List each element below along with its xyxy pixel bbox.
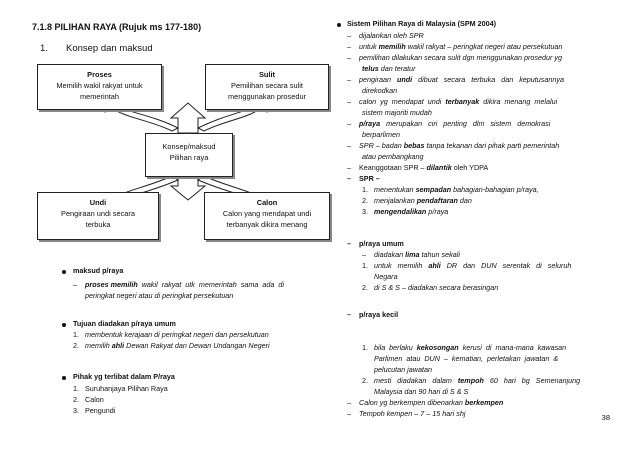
tujuan-item-2 [73,341,270,350]
spr-item-2 [362,196,472,205]
item-text: untuk memilih [374,261,429,270]
kecil-item-1 [362,343,566,352]
item-emph: ahli [111,341,125,350]
pihak-title: Pihak yg terlibat dalam P/raya [73,372,175,381]
item-text: bila berlaku [374,343,417,352]
right-line-4b: direkodkan [362,86,398,95]
line-text: p/raya kecil [359,310,399,319]
right-line-6b: berparlimen [362,130,400,139]
line-text: merupakan ciri penting dlm sistem demokrasi [380,119,551,128]
item-emph: mengendalikan [374,207,427,216]
subsection-title: Konsep dan maksud [66,43,153,54]
kecil-heading: – p/raya kecil [347,310,399,319]
item-number: 1. [73,384,79,393]
pihak-item-2 [73,395,104,404]
line-text: SPR – badan [359,141,404,150]
item-text: p/raya [426,207,449,216]
item-number: 2. [362,283,368,292]
line-text: p/raya umum [359,239,404,248]
right-line-3: – pemilihan dilakukan secara sulit dgn menggunakan prosedur yg [347,53,562,62]
line-text: Calon yg berkempen dibenarkan [359,398,465,407]
right-line-7: – SPR – badan bebas tanpa tekanan dari pihak parti pemerintah [347,141,560,150]
line-emph: berkempen [464,398,504,407]
center-text: Konsep/maksud Pilihan raya [162,142,216,162]
item-emph: tempoh [457,376,484,385]
calon-text: Calon yang mendapat undi terbanyak dikira menang [222,209,312,229]
item-text: membentuk kerajaan di peringkat negeri dan persekutuan [85,330,269,339]
line-emph: terbanyak [445,97,480,106]
right-line-6: – p/raya merupakan ciri penting dlm sistem demokrasi [347,119,551,128]
right-line-5b: sistem majoriti mudah [362,108,432,117]
section-title: 7.1.8 PILIHAN RAYA (Rujuk ms 177-180) [32,22,202,32]
line-text: Tempoh kempen – 7 – 15 hari shj [359,409,466,418]
kecil-item-1b: Parlimen atau DUN – kematian, perletakan jawatan & [374,354,559,363]
spr-item-3 [362,207,448,216]
calon-title: Calon [256,198,278,207]
right-line-9: – SPR – [347,174,380,183]
concept-center-box [145,133,233,177]
line-text: dikira menang melalui [479,97,558,106]
item-text: Calon [85,395,104,404]
sulit-text: Pemilihan secara sulit menggunakan prosedur [227,81,307,101]
undi-title: Undi [89,198,107,207]
calon-box [204,192,330,240]
line-text: oleh YDPA [451,163,489,172]
line-text: untuk [359,42,379,51]
item-text: 60 hari bg Semenanjung [483,376,581,385]
item-emph: ahli [428,261,441,270]
right-line-7b: atau pembangkang [362,152,424,161]
line-text: tanpa tekanan dari pihak parti pemerintah [424,141,560,150]
bullet-icon [62,270,66,274]
umum-item-2 [362,283,498,292]
line-text: SPR – [359,174,380,183]
line-emph: undi [396,75,413,84]
line-text: calon yg mendapat undi [359,97,446,106]
umum-item-1b: Negara [374,272,398,281]
sulit-title: Sulit [258,70,275,79]
item-text: DR dan DUN serentak di seluruh [440,261,572,270]
line-text: pengiraan [359,75,397,84]
item-emph: sempadan [415,185,452,194]
item-number: 1. [73,330,79,339]
kecil-item-1c: pelucutan jawatan [374,365,432,374]
line-text: diadakan [374,250,406,259]
bullet-icon [62,323,66,327]
line-emph: dilantik [426,163,452,172]
tujuan-item-1 [73,330,269,339]
line-text: wakil rakyat – peringkat negeri atau persekutuan [405,42,563,51]
spr-item-1 [362,185,539,194]
item-text: menentukan [374,185,416,194]
item-number: 1. [362,185,368,194]
right-line-3b [362,64,416,73]
sistem-title: Sistem Pilihan Raya di Malaysia (SPM 2004) [347,19,497,28]
line-emph: p/raya [359,119,381,128]
item-text: Pengundi [85,406,116,415]
item-number: 2. [362,376,368,385]
bullet-icon [62,376,66,380]
item-emph: kekosongan [416,343,459,352]
tujuan-title: Tujuan diadakan p/raya umum [73,319,176,328]
maksud-emph: proses memilih [85,280,138,289]
item-number: 1. [362,343,368,352]
pihak-item-3 [73,406,115,415]
item-text: bahagian-bahagian p/raya, [451,185,539,194]
line-text: dan teratur [378,64,416,73]
pihak-item-1 [73,384,168,393]
item-number: 2. [73,341,79,350]
item-text: menjalankan [374,196,417,205]
item-emph: pendaftaran [416,196,458,205]
item-text: Suruhanjaya Pilihan Raya [85,384,168,393]
right-line-8: – Keanggotaan SPR – dilantik oleh YDPA [347,163,489,172]
line-text: pemilihan dilakukan secara sulit dgn menggunakan prosedur yg [359,53,562,62]
proses-box [37,64,162,110]
item-number: 2. [362,196,368,205]
subsection-number: 1. [40,43,48,54]
page-number: 38 [601,413,610,422]
umum-item-1 [362,261,571,270]
kecil-item-2 [362,376,580,385]
item-text: dan [457,196,472,205]
line-emph: lima [405,250,420,259]
line-text: Keanggotaan SPR – [359,163,427,172]
sulit-box [205,64,329,110]
umum-line-1: – diadakan lima tahun sekali [362,250,460,259]
proses-title: Proses [87,70,112,79]
right-line-4: – pengiraan undi dibuat secara terbuka dan keputusannya [347,75,564,84]
umum-heading: – p/raya umum [347,239,404,248]
calon-kempen-line: – Calon yg berkempen dibenarkan berkempen [347,398,504,407]
maksud-title: maksud p/raya [73,266,124,275]
line-text: tahun sekali [419,250,460,259]
dash: – [73,280,77,289]
line-emph: bebas [403,141,425,150]
kecil-item-2b: Malaysia dan 90 hari di S & S [374,387,469,396]
right-line-2: – untuk memilih wakil rakyat – peringkat negeri atau persekutuan [347,42,563,51]
item-number: 3. [362,207,368,216]
line-text: dibuat secara terbuka dan keputusannya [412,75,564,84]
item-number: 1. [362,261,368,270]
item-text: di S & S – diadakan secara berasingan [374,283,499,292]
maksud-line2: peringkat negeri atau di peringkat persekutuan [85,291,234,300]
undi-box [37,192,159,240]
maksud-rest: wakil rakyat utk memerintah sama ada di [137,280,284,289]
item-text: kerusi di mana-mana kawasan [458,343,567,352]
item-text: Dewan Rakyat dan Dewan Undangan Negeri [124,341,270,350]
right-line-1: – dijalankan oleh SPR [347,31,424,40]
proses-text: Memilih wakil rakyat untuk memerintah [56,81,143,101]
item-number: 2. [73,395,79,404]
item-number: 3. [73,406,79,415]
right-line-5: – calon yg mendapat undi terbanyak dikira menang melalui [347,97,558,106]
item-text: mesti diadakan dalam [374,376,458,385]
item-text: memilih [85,341,112,350]
bullet-icon [337,23,341,27]
line-emph: telus [362,64,379,73]
undi-text: Pengiraan undi secara terbuka [61,209,135,229]
tempoh-kempen-line: – Tempoh kempen – 7 – 15 hari shj [347,409,466,418]
line-text: dijalankan oleh SPR [359,31,424,40]
maksud-line1 [73,280,284,289]
line-emph: memilih [378,42,406,51]
